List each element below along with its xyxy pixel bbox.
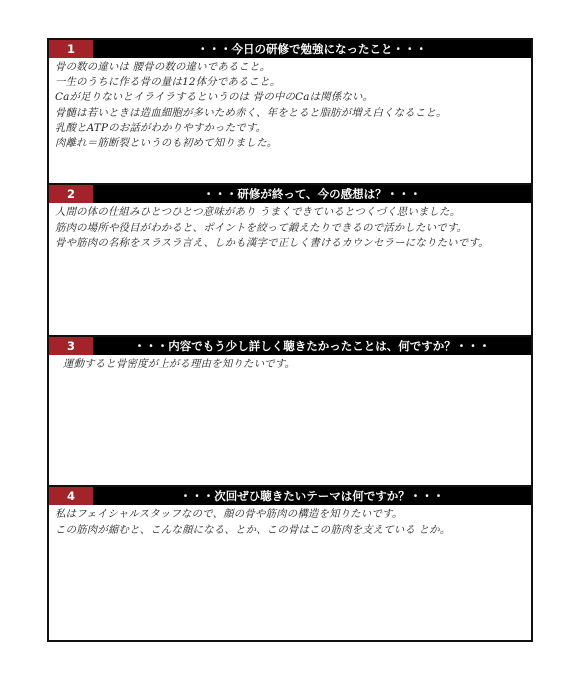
answer-line: 人間の体の仕組みひとつひとつ意味があり うまくできているとつくづく思いました。 xyxy=(55,206,461,218)
answer-line: 私はフェイシャルスタッフなので、顔の骨や筋肉の構造を知りたいです。 xyxy=(55,508,403,520)
section-3 xyxy=(49,337,531,487)
section-header xyxy=(49,487,531,505)
answer-line: 乳酸とATPのお話がわかりやすかったです。 xyxy=(55,121,267,134)
answer-line: 一生のうちに作る骨の量は12体分であること。 xyxy=(55,76,281,89)
section-header xyxy=(49,337,531,355)
section-number: 3 xyxy=(49,337,93,355)
answer-line: 運動すると骨密度が上がる理由を知りたいです。 xyxy=(63,358,296,370)
answer-line: 骨や筋肉の名称をスラスラ言え、しかも漢字で正しく書けるカウンセラーになりたいです。 xyxy=(55,237,489,249)
answer-line: 肉離れ＝筋断裂というのも初めて知りました。 xyxy=(55,137,278,150)
answer-area xyxy=(49,505,531,538)
section-number: 2 xyxy=(49,185,93,203)
survey-sheet xyxy=(47,38,533,642)
section-question: ・・・今日の研修で勉強になったこと・・・ xyxy=(197,42,427,56)
section-number: 4 xyxy=(49,487,93,505)
answer-area xyxy=(49,203,531,252)
answer-line: この筋肉が縮むと、こんな顔になる、とか、この骨はこの筋肉を支えている とか。 xyxy=(55,523,451,536)
answer-line: 筋肉の場所や役目がわかると、ポイントを絞って鍛えたりできるので活かしたいです。 xyxy=(55,221,468,234)
section-1 xyxy=(49,40,531,185)
section-2 xyxy=(49,185,531,337)
section-header xyxy=(49,40,531,58)
answer-area xyxy=(49,58,531,151)
answer-line: 骨の数の違いは 腰骨の数の違いであること。 xyxy=(55,61,271,73)
answer-line: 骨髄は若いときは造血細胞が多いため赤く、年をとると脂肪が増え白くなること。 xyxy=(55,106,447,119)
answer-line: Caが足りないとイライラするというのは 骨の中のCaは関係ない。 xyxy=(55,91,374,104)
section-4 xyxy=(49,487,531,642)
section-number: 1 xyxy=(49,40,93,58)
section-header xyxy=(49,185,531,203)
section-question: ・・・内容でもう少し詳しく聴きたかったことは、何ですか？・・・ xyxy=(133,339,491,353)
answer-area xyxy=(49,355,531,373)
section-question: ・・・次回ぜひ聴きたいテーマは何ですか？・・・ xyxy=(179,489,445,503)
section-question: ・・・研修が終って、今の感想は？・・・ xyxy=(202,187,422,201)
